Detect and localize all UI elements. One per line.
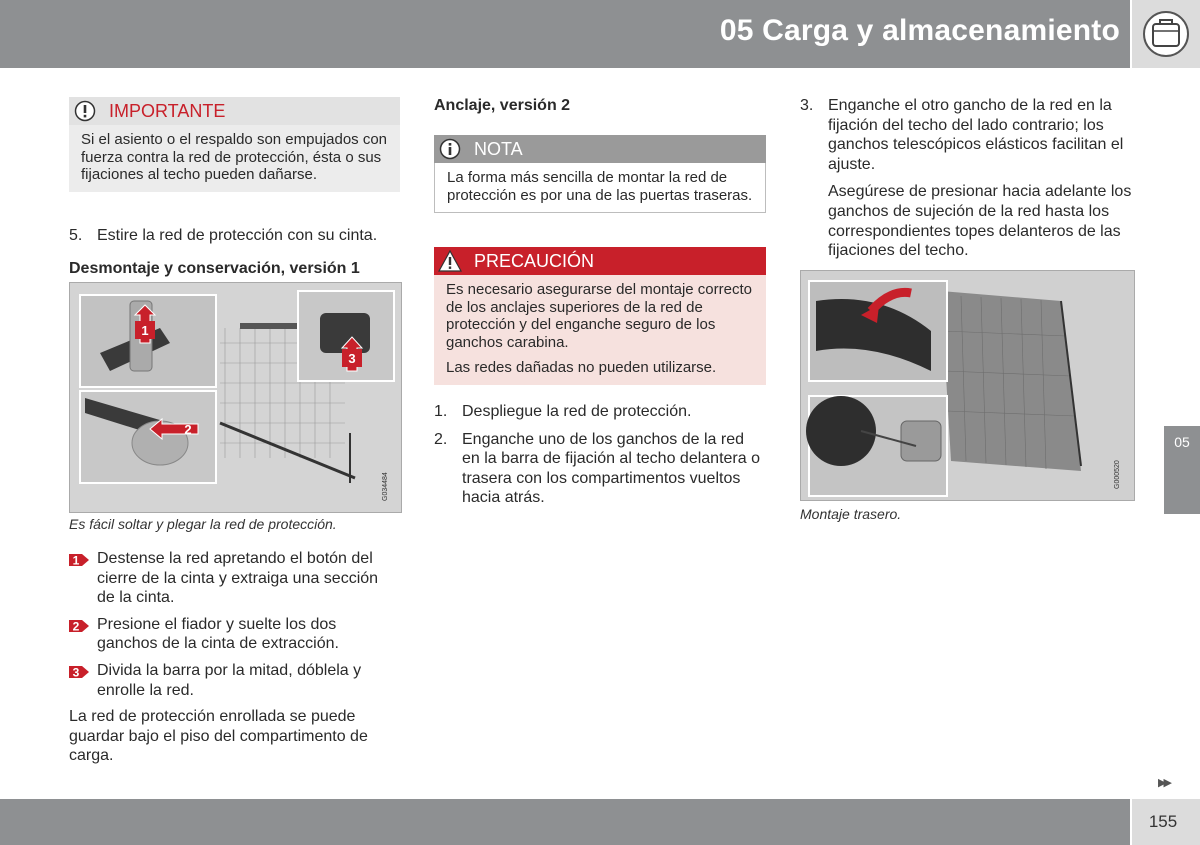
caution-text-1: Es necesario asegurarse del montaje correcto de los anclajes superiores de la red de protección y del enganche seguro de los ganchos carabina. — [446, 281, 752, 351]
figure-caption: Montaje trasero. — [800, 506, 902, 522]
chapter-icon-box — [1132, 0, 1200, 68]
list-number: 5. — [69, 227, 83, 244]
note-title: NOTA — [474, 138, 523, 159]
svg-text:3: 3 — [72, 665, 80, 680]
svg-text:1: 1 — [72, 553, 80, 568]
caution-title: PRECAUCIÓN — [474, 250, 595, 271]
caution-text-2: Las redes dañadas no pueden utilizarse. — [446, 359, 717, 376]
important-box — [69, 97, 400, 192]
step-1 — [69, 549, 399, 608]
list-text: Despliegue la red de protección. — [462, 403, 692, 420]
list-item-3 — [800, 96, 1134, 174]
note-text: La forma más sencilla de montar la red de protección es por una de las puertas traseras. — [434, 163, 766, 213]
list-text: Enganche el otro gancho de la red en la fijación del techo del lado contrario; los ganchos telescópicos elásticos facilitan el ajuste. — [828, 97, 1124, 173]
net-removal-illustration — [70, 283, 401, 512]
chapter-title: 05 Carga y almacenamiento — [719, 14, 1120, 47]
step-text: Presione el fiador y suelte los dos ganchos de la cinta de extracción. — [97, 615, 339, 653]
double-chevron-right-icon: ▶▶ — [1158, 777, 1169, 789]
hook-paragraph: Asegúrese de presionar hacia adelante los ganchos de sujeción de la red hasta los correspondientes topes delanteros de las fijaciones del techo. — [828, 183, 1132, 260]
anchor-steps — [434, 402, 766, 508]
important-header — [69, 97, 400, 125]
page-number: 155 — [1148, 812, 1178, 831]
warning-triangle-icon — [434, 247, 466, 275]
section-heading-1: Desmontaje y conservación, versión 1 — [69, 260, 360, 277]
list-text: Estire la red de protección con su cinta. — [97, 227, 378, 244]
list-item-2 — [434, 430, 766, 508]
note-box — [434, 135, 766, 213]
svg-text:2: 2 — [184, 422, 192, 437]
list-number: 3. — [800, 97, 814, 114]
rear-mount-illustration — [801, 271, 1134, 500]
figure-code: G034484 — [382, 472, 389, 501]
col3-text — [800, 96, 1134, 261]
side-tab-label: 05 — [1174, 434, 1190, 450]
note-header — [434, 135, 766, 163]
page-footer — [0, 799, 1130, 845]
steps-list — [69, 549, 399, 766]
step-3 — [69, 661, 399, 700]
step-2 — [69, 615, 399, 654]
section-heading-2: Anclaje, versión 2 — [434, 97, 571, 114]
svg-text:2: 2 — [72, 619, 80, 634]
svg-text:1: 1 — [141, 323, 149, 338]
caution-body — [434, 275, 766, 385]
step-text: Destense la red apretando el botón del cierre de la cinta y extraiga una sección de la cinta. — [97, 550, 379, 607]
caution-box — [434, 247, 766, 385]
step-badge-1-icon — [69, 550, 89, 570]
svg-text:3: 3 — [348, 351, 356, 366]
list-number: 1. — [434, 403, 448, 420]
list-item-5 — [69, 226, 399, 246]
luggage-icon — [1132, 0, 1200, 68]
figure-net-removal — [69, 282, 402, 513]
figure-code: G000520 — [1114, 460, 1121, 489]
step-badge-2-icon — [69, 616, 89, 636]
step-badge-3-icon — [69, 662, 89, 682]
list-text: Enganche uno de los ganchos de la red en la barra de fijación al techo delantera o trasera con los compartimentos vueltos hacia atrás. — [462, 430, 760, 507]
important-title: IMPORTANTE — [109, 100, 226, 121]
figure-rear-mount — [800, 270, 1135, 501]
list-number: 2. — [434, 430, 448, 448]
important-text: Si el asiento o el respaldo son empujados con fuerza contra la red de protección, ésta o sus fijaciones al techo pueden dañarse. — [69, 125, 400, 192]
storage-paragraph: La red de protección enrollada se puede guardar bajo el piso del compartimento de carga. — [69, 708, 368, 765]
info-icon — [434, 135, 466, 163]
caution-header — [434, 247, 766, 275]
exclamation-icon — [69, 97, 101, 125]
step-text: Divida la barra por la mitad, dóblela y enrolle la red. — [97, 661, 362, 699]
figure-caption: Es fácil soltar y plegar la red de protección. — [69, 516, 337, 532]
list-item-1 — [434, 402, 766, 422]
